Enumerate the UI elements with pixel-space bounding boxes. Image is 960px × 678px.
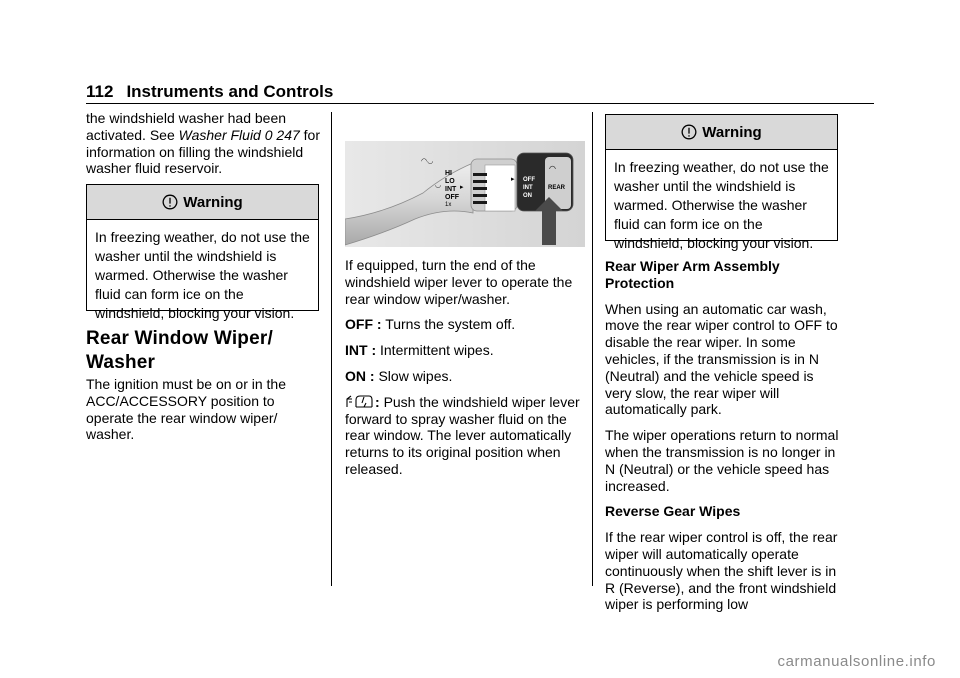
lever-label-lo: LO [445, 178, 455, 185]
warning-title: Warning [702, 123, 762, 141]
lever-paragraph: If equipped, turn the end of the windshield wiper lever to operate the rear window wiper/washer. [345, 257, 573, 307]
warning-icon [162, 194, 178, 210]
wiper-speed-icon: ◡ [435, 182, 442, 189]
page-number: 112 [86, 82, 114, 101]
def-washer [345, 394, 581, 478]
pointer-arrow-2: ▸ [511, 176, 515, 183]
def-term: : [375, 393, 380, 410]
return-paragraph: The wiper operations return to normal when the transmission is no longer in N (Neutral) or the vehicle speed has increased. [605, 427, 839, 494]
ignition-paragraph: The ignition must be on or in the ACC/ACCESSORY position to operate the rear window wiper/ washer. [86, 376, 287, 443]
lever-label-hi: HI [445, 170, 452, 177]
def-off [345, 316, 581, 333]
column-divider-2 [592, 112, 593, 586]
rear-label-int: INT [523, 185, 533, 191]
page-reference: 0 247 [264, 126, 300, 143]
front-wiper-icon: ◠◡ [421, 158, 434, 165]
def-desc: Intermittent wipes. [380, 342, 494, 359]
page-header [86, 82, 333, 102]
rear-washer-icon [345, 394, 375, 409]
def-on [345, 368, 581, 385]
lever-label-int: INT [445, 186, 457, 193]
warning-box-1 [86, 184, 319, 321]
washer-fluid-link[interactable]: Washer Fluid [178, 126, 261, 143]
column-3 [605, 258, 841, 622]
def-int [345, 342, 581, 359]
rear-wiper-icon: ◠ [549, 164, 556, 173]
warning-body: In freezing weather, do not use the washer until the windshield is warmed. Otherwise the washer fluid can form ice on the windshield, blocking your vision. [95, 229, 310, 321]
warning-header [606, 115, 837, 150]
def-term: ON : [345, 367, 375, 384]
rear-label-on: ON [523, 193, 532, 199]
rear-label-off: OFF [523, 177, 535, 183]
def-desc: Push the windshield wiper lever forward to spray washer fluid on the rear window. The lever automatically returns to its original position when released. [345, 393, 580, 477]
def-desc: Turns the system off. [385, 316, 516, 333]
column-divider-1 [331, 112, 332, 586]
def-term: OFF : [345, 316, 382, 333]
warning-box-2 [605, 114, 838, 251]
subheading-arm-protection: Rear Wiper Arm Assembly Protection [605, 258, 780, 291]
page-title: Instruments and Controls [126, 82, 334, 101]
footer-watermark[interactable]: carmanualsonline.info [777, 653, 936, 670]
lever-label-1x: 1x [445, 202, 452, 208]
def-desc: Slow wipes. [378, 367, 453, 384]
reverse-paragraph: If the rear wiper control is off, the rear wiper will automatically operate continuously when the shift lever is in R (Reverse), and the front windshield wiper is performing low [605, 529, 838, 613]
def-term: INT : [345, 342, 377, 359]
car-wash-paragraph: When using an automatic car wash, move the rear wiper control to OFF to disable the rear wiper. In some vehicles, if the transmission is in N (Neutral) and the vehicle speed is very slow, the rear wiper will automatically park. [605, 300, 838, 418]
warning-header [87, 185, 318, 220]
column-1-body [86, 376, 322, 452]
column-1 [86, 110, 322, 186]
warning-body: In freezing weather, do not use the washer until the windshield is warmed. Otherwise the washer fluid can form ice on the windshield, blocking your vision. [614, 159, 829, 251]
lever-label-off: OFF [445, 194, 459, 201]
intro-paragraph: the windshield washer had been activated. See Washer Fluid 0 247 for information on filling the windshield washer fluid reservoir. [86, 110, 321, 177]
column-2 [345, 257, 581, 487]
pointer-arrow-1: ▸ [460, 184, 464, 191]
wiper-lever-illustration [345, 141, 585, 247]
subheading-reverse-wipes: Reverse Gear Wipes [605, 503, 741, 520]
section-heading: Rear Window Wiper/ Washer [86, 328, 273, 373]
rear-label: REAR [548, 185, 566, 191]
warning-title: Warning [183, 193, 243, 211]
warning-icon [681, 124, 697, 140]
header-rule [86, 103, 874, 104]
